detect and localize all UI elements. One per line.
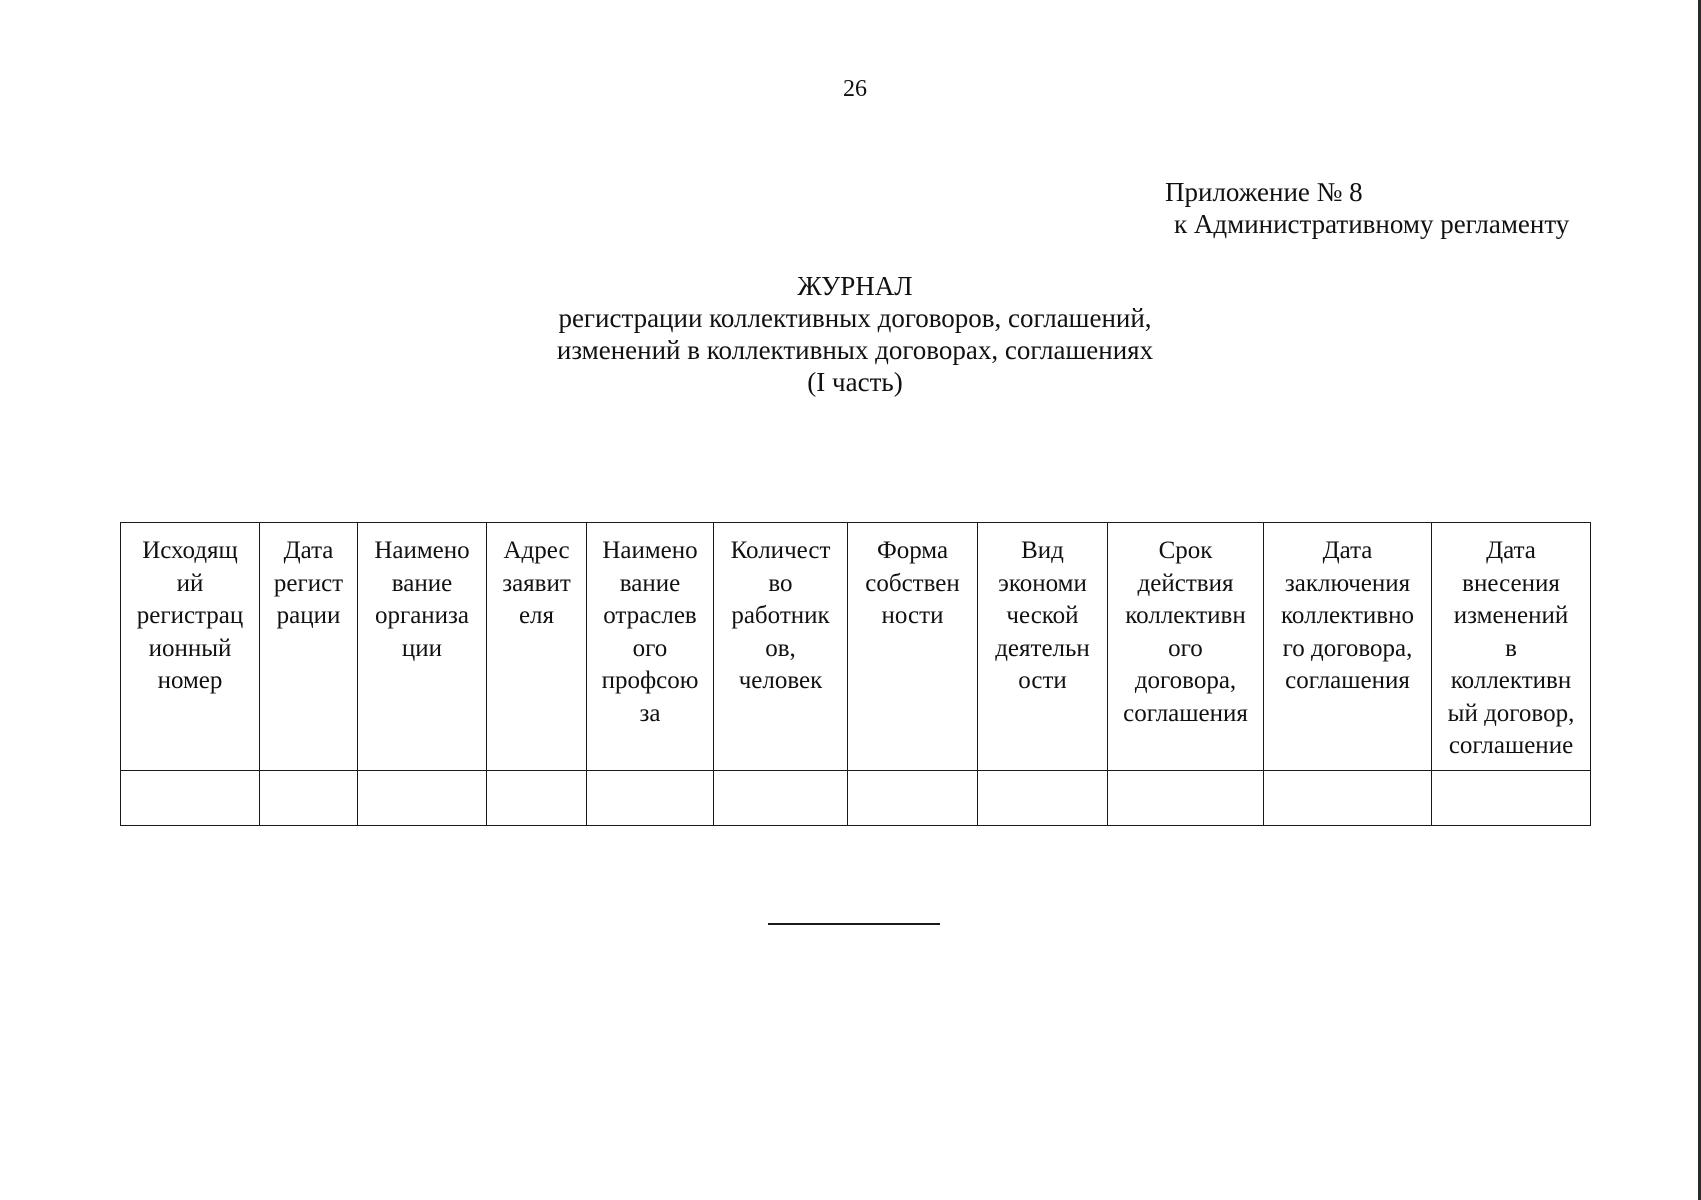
column-header-agreement-term: Срок действия коллективн ого договора, соглашения [1108,523,1264,771]
table-cell [978,771,1108,826]
column-header-organization-name: Наимено вание организа ции [358,523,487,771]
column-header-ownership-form: Форма собствен ности [848,523,978,771]
end-divider-line [768,923,940,925]
table-cell [260,771,358,826]
column-header-registration-date: Дата регист рации [260,523,358,771]
column-header-applicant-address: Адрес заявит еля [487,523,587,771]
journal-part: (I часть) [807,367,903,397]
document-title [0,270,1701,398]
appendix-reference: к Административному регламенту [1174,209,1570,239]
table-row [121,771,1591,826]
table-cell [1432,771,1591,826]
journal-subtitle-line-2: изменений в коллективных договорах, соглашениях [556,335,1154,365]
table-cell [358,771,487,826]
column-header-economic-activity: Вид экономи ческой деятельн ости [978,523,1108,771]
table-cell [587,771,714,826]
column-header-trade-union-name: Наимено вание отраслев ого профсою за [587,523,714,771]
journal-subtitle-line-1: регистрации коллективных договоров, соглашений, [558,303,1152,333]
table-cell [714,771,848,826]
page-number: 26 [843,76,867,102]
column-header-conclusion-date: Дата заключения коллективно го договора, соглашения [1264,523,1432,771]
column-header-outgoing-number: Исходящ ий регистрац ионный номер [121,523,260,771]
column-header-amendment-date: Дата внесения изменений в коллективн ый договор, соглашение [1432,523,1591,771]
table-cell [1264,771,1432,826]
table-cell [848,771,978,826]
column-header-employee-count: Количест во работник ов, человек [714,523,848,771]
registration-journal-table [120,522,1591,826]
journal-heading: ЖУРНАЛ [797,271,913,301]
appendix-number: Приложение № 8 [1165,177,1363,207]
appendix-note [1165,176,1569,240]
table-cell [121,771,260,826]
table-cell [1108,771,1264,826]
table-header-row [121,523,1591,771]
table-cell [487,771,587,826]
